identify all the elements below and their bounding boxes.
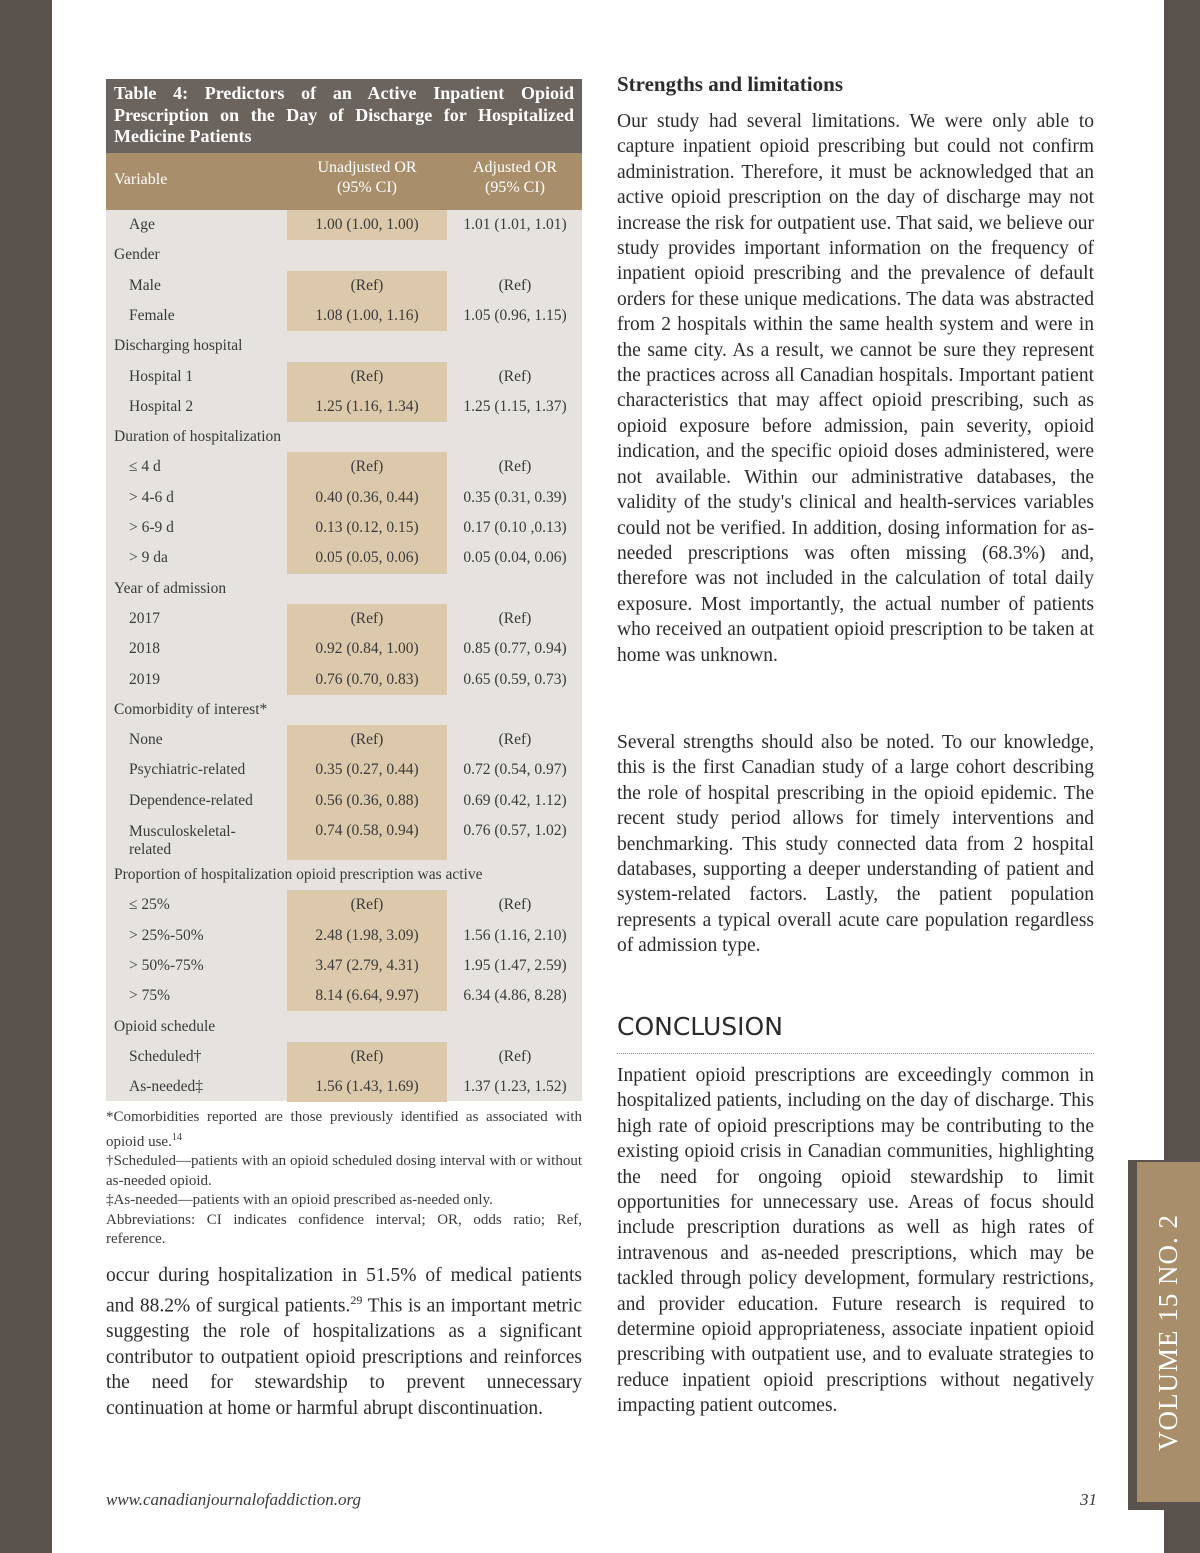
unadjusted-or-cell: 1.08 (1.00, 1.16): [315, 306, 419, 324]
adjusted-or-cell: 0.05 (0.04, 0.06): [463, 549, 567, 567]
row-label: Female: [129, 306, 175, 324]
adjusted-or-cell: 1.05 (0.96, 1.15): [463, 306, 567, 324]
unadjusted-or-cell: (Ref): [350, 276, 384, 294]
table-header: [106, 153, 582, 210]
table-row: [106, 1048, 582, 1078]
row-label: Proportion of hospitalization opioid prescription was active: [114, 866, 483, 883]
unadjusted-or-cell: 1.56 (1.43, 1.69): [315, 1078, 419, 1096]
row-label: Gender: [114, 246, 160, 264]
row-label: Hospital 2: [129, 397, 194, 415]
table-footnotes: [106, 1108, 582, 1250]
table-row: [106, 398, 582, 428]
table-group-row: [106, 580, 582, 610]
adjusted-or-cell: (Ref): [498, 896, 532, 914]
table-group-row: [106, 428, 582, 458]
unadjusted-or-cell: 0.92 (0.84, 1.00): [315, 640, 419, 658]
adjusted-or-cell: 0.72 (0.54, 0.97): [463, 761, 567, 779]
limitations-paragraph: Our study had several limitations. We were only able to capture inpatient opioid prescribing but could not confirm administration. Therefore, it must be acknowledged that an active opioid prescription on the day of discharge may not increase the risk for outpatient use. That said, we believe our study provides important information on the frequency of inpatient opioid prescribing and the prevalence of default orders for these unique medications. The data was abstracted from 2 hospitals within the same health system and were in the same city. As a result, we cannot be sure they represent the practices across all Canadian hospitals. Important patient characteristics that may affect opioid prescribing, such as opioid exposure before admission, pain severity, opioid indication, and the specific opioid doses administered, were not available. Within our administrative databases, the validity of the study's clinical and health-services variables could not be verified. In addition, dosing information for as-needed prescriptions was often missing (68.3%) and, therefore was not included in the calculation of total daily exposure. Most importantly, the actual number of patients who received an outpatient opioid prescription to be taken at home was unknown.: [617, 111, 1094, 666]
unadjusted-or-cell: (Ref): [350, 731, 384, 749]
row-label: 2018: [129, 640, 160, 658]
page-number: 31: [1080, 1490, 1097, 1509]
row-label: Dependence-related: [129, 791, 253, 809]
table-row: [106, 640, 582, 670]
table-group-row: [106, 246, 582, 276]
unadjusted-or-cell: 2.48 (1.98, 3.09): [315, 926, 419, 944]
adjusted-or-cell: 1.01 (1.01, 1.01): [463, 216, 567, 233]
unadjusted-or-cell: 8.14 (6.64, 9.97): [315, 987, 419, 1005]
row-label: Discharging hospital: [114, 337, 243, 355]
row-label: > 9 da: [129, 549, 168, 567]
row-label: ≤ 25%: [129, 896, 170, 914]
unadjusted-or-cell: (Ref): [350, 896, 384, 914]
adjusted-or-cell: 1.95 (1.47, 2.59): [463, 956, 567, 974]
row-label: Male: [129, 276, 161, 294]
table-group-row: [106, 337, 582, 367]
table-row: [106, 987, 582, 1017]
table-row: [106, 216, 582, 246]
adjusted-or-cell: (Ref): [498, 367, 532, 385]
adjusted-or-cell: 0.17 (0.10 ,0.13): [463, 519, 567, 536]
table-row: [106, 957, 582, 987]
adjusted-or-cell: (Ref): [498, 731, 532, 749]
table-title: Table 4: Predictors of an Active Inpatient Opioid Prescription on the Day of Discharge for Hospitalized Medicine Patients: [106, 79, 582, 153]
table-group-row: [106, 1018, 582, 1048]
adjusted-or-cell: 1.56 (1.16, 2.10): [463, 926, 567, 944]
footnote-scheduled: †Scheduled—patients with an opioid scheduled dosing interval with or without as-needed opioid.: [106, 1153, 582, 1189]
table-row: [106, 489, 582, 519]
adjusted-or-cell: 1.25 (1.15, 1.37): [463, 397, 567, 415]
left-body-text: occur during hospitalization in 51.5% of medical patients and 88.2% of surgical patients.$^{29}$ This is an important metric suggesting the role of hospitalizations as a significant contributor to outpatient opioid prescriptions and reinforces the need for stewardship to prevent unnecessary continuation at home or harmful abrupt discontinuation.: [106, 1265, 582, 1419]
row-label: Scheduled†: [129, 1047, 202, 1065]
left-margin-band: [0, 0, 52, 1553]
adjusted-or-cell: (Ref): [498, 1047, 532, 1065]
footnote-comorbidities: *Comorbidities reported are those previously identified as associated with opioid use.$^{14}$: [106, 1109, 582, 1150]
section-heading-strengths: Strengths and limitations: [617, 72, 843, 96]
adjusted-or-cell: 1.37 (1.23, 1.52): [463, 1078, 567, 1096]
row-label: Comorbidity of interest*: [114, 700, 268, 718]
unadjusted-or-cell: 0.13 (0.12, 0.15): [315, 519, 419, 536]
table-4: [106, 79, 582, 1101]
table-row: [106, 896, 582, 926]
unadjusted-or-cell: (Ref): [350, 609, 384, 627]
adjusted-or-cell: (Ref): [498, 609, 532, 627]
table-row: [106, 458, 582, 488]
conclusion-paragraph: Inpatient opioid prescriptions are exceedingly common in hospitalized patients, including on the day of discharge. This high rate of opioid prescriptions may be contributing to the existing opioid crisis in Canadian communities, highlighting the need for ongoing opioid stewardship to limit opportunities for unnecessary use. Areas of focus should include prescription durations as well as high rates of intravenous and as-needed prescriptions, which may be tackled through policy development, formulary restrictions, and provider education. Future research is required to determine opioid appropriateness, associate inpatient opioid prescribing with outpatient use, and to evaluate strategies to reduce inpatient opioid prescriptions without negatively impacting patient outcomes.: [617, 1065, 1094, 1417]
row-label: None: [129, 731, 163, 749]
footnote-abbreviations: Abbreviations: CI indicates confidence interval; OR, odds ratio; Ref, reference.: [106, 1211, 582, 1247]
row-label: Age: [129, 216, 155, 233]
footnote-as-needed: ‡As-needed—patients with an opioid prescribed as-needed only.: [106, 1192, 493, 1208]
adjusted-or-cell: 0.65 (0.59, 0.73): [463, 670, 567, 688]
adjusted-or-cell: (Ref): [498, 276, 532, 294]
table-row: [106, 277, 582, 307]
table-row: [106, 792, 582, 822]
table-row: [106, 671, 582, 701]
unadjusted-or-cell: 0.76 (0.70, 0.83): [315, 670, 419, 688]
row-label: > 4-6 d: [129, 488, 174, 506]
section-heading-conclusion: CONCLUSION: [617, 1012, 783, 1041]
adjusted-or-cell: (Ref): [498, 458, 532, 476]
journal-url: www.canadianjournalofaddiction.org: [106, 1490, 362, 1509]
strengths-paragraph: Several strengths should also be noted. To our knowledge, this is the first Canadian study of a large cohort describing the role of hospital prescribing in the opioid epidemic. The recent study period allows for timely interventions and benchmarking. This study connected data from 2 hospital databases, supporting a deeper understanding of patient and system-related factors. Lastly, the patient population represents a typical overall acute care population regardless of admission type.: [617, 732, 1094, 957]
header-adjusted: Adjusted OR (95% CI): [473, 159, 557, 196]
row-label: Musculoskeletal-: [129, 823, 236, 840]
table-group-row: [106, 701, 582, 731]
unadjusted-or-cell: (Ref): [350, 458, 384, 476]
row-label: > 6-9 d: [129, 519, 174, 536]
row-label: Psychiatric-related: [129, 761, 246, 779]
adjusted-or-cell: 0.85 (0.77, 0.94): [463, 640, 567, 658]
volume-tab: [1137, 1162, 1200, 1502]
table-row: [106, 610, 582, 640]
table-row: [106, 519, 582, 549]
row-label: ≤ 4 d: [129, 458, 161, 476]
header-variable: Variable: [114, 171, 168, 188]
row-label: As-needed‡: [129, 1078, 204, 1096]
row-label-cont: related: [129, 841, 172, 858]
unadjusted-or-cell: 0.40 (0.36, 0.44): [315, 488, 419, 506]
row-label: Year of admission: [114, 579, 227, 597]
table-row: [106, 368, 582, 398]
unadjusted-or-cell: (Ref): [350, 1047, 384, 1065]
table-group-row: [106, 866, 582, 896]
unadjusted-or-cell: 0.05 (0.05, 0.06): [315, 549, 419, 567]
row-label: 2017: [129, 609, 160, 627]
table-row: [106, 1078, 582, 1108]
table-row: [106, 307, 582, 337]
unadjusted-or-cell: (Ref): [350, 367, 384, 385]
row-label: > 75%: [129, 987, 171, 1005]
header-unadjusted: Unadjusted OR (95% CI): [317, 159, 417, 196]
unadjusted-or-cell: 0.35 (0.27, 0.44): [315, 761, 419, 779]
unadjusted-or-cell: 3.47 (2.79, 4.31): [315, 956, 419, 974]
table-row: [106, 761, 582, 791]
row-label: Opioid schedule: [114, 1017, 216, 1035]
adjusted-or-cell: 6.34 (4.86, 8.28): [463, 987, 567, 1005]
row-label: > 50%-75%: [129, 956, 204, 974]
unadjusted-or-cell: 0.74 (0.58, 0.94): [315, 822, 419, 839]
unadjusted-or-cell: 0.56 (0.36, 0.88): [315, 791, 419, 809]
unadjusted-or-cell: 1.00 (1.00, 1.00): [315, 216, 419, 233]
row-label: > 25%-50%: [129, 926, 204, 944]
table-row: [106, 822, 582, 866]
row-label: Hospital 1: [129, 367, 194, 385]
table-row: [106, 927, 582, 957]
adjusted-or-cell: 0.69 (0.42, 1.12): [463, 791, 567, 809]
volume-label: VOLUME 15 NO. 2: [1153, 1213, 1183, 1451]
table-row: [106, 731, 582, 761]
row-label: Duration of hospitalization: [114, 428, 282, 446]
row-label: 2019: [129, 670, 160, 688]
unadjusted-or-cell: 1.25 (1.16, 1.34): [315, 397, 419, 415]
table-row: [106, 549, 582, 579]
adjusted-or-cell: 0.35 (0.31, 0.39): [463, 488, 567, 506]
adjusted-or-cell: 0.76 (0.57, 1.02): [463, 822, 567, 839]
heading-divider: [617, 1053, 1094, 1054]
